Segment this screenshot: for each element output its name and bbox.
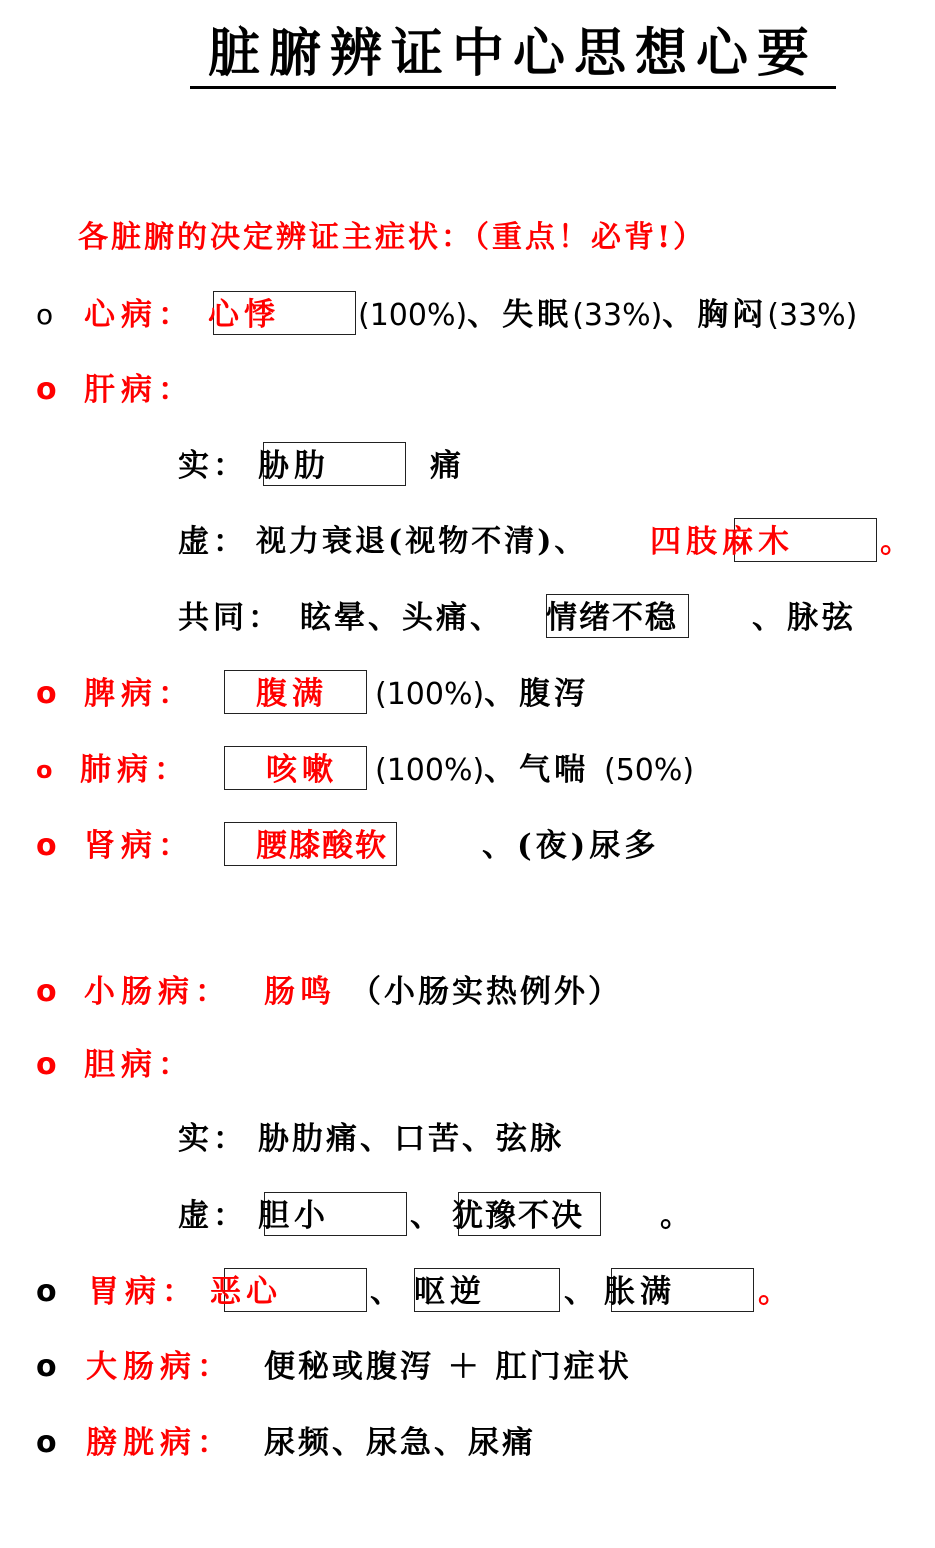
bullet-icon: o: [36, 1349, 57, 1384]
stomach-label: 胃病：: [88, 1274, 199, 1310]
liver-deficiency-text: 视力衰退(视物不清)、: [256, 524, 588, 559]
heart-percent-3: (33%): [767, 298, 858, 333]
small-intestine-row: [0, 968, 935, 1016]
heart-percent-1: (100%): [358, 298, 468, 333]
bladder-label: 膀胱病：: [86, 1425, 234, 1461]
heart-key-symptom: 心悸: [208, 297, 280, 333]
gallbladder-label: 胆病：: [84, 1047, 195, 1083]
stomach-symptom-1: 恶心: [210, 1274, 282, 1310]
gallbladder-row: [0, 1041, 935, 1089]
spleen-label: 脾病：: [84, 676, 195, 712]
liver-common-rest: 、脉弦: [752, 600, 857, 636]
small-intestine-key-symptom: 肠鸣: [264, 974, 336, 1010]
lung-symptoms: [375, 746, 694, 795]
lung-key-symptom: 咳嗽: [266, 752, 338, 788]
gallbladder-separator: 、: [410, 1198, 445, 1234]
liver-label: 肝病：: [84, 372, 195, 408]
spleen-symptom-2: 、腹泻: [484, 676, 590, 712]
liver-row: [0, 366, 935, 414]
liver-excess-label: 实：: [178, 448, 248, 484]
heart-symptom-3: 、胸闷: [662, 297, 768, 333]
kidney-label: 肾病：: [84, 828, 195, 864]
gallbladder-symptom-2: 犹豫不决: [452, 1198, 584, 1234]
liver-deficiency-symptom: 四肢麻木: [650, 524, 794, 560]
bullet-icon: o: [36, 974, 57, 1009]
gallbladder-excess-label: 实：: [178, 1121, 248, 1157]
spleen-row: [0, 670, 935, 718]
kidney-symptoms: 、(夜)尿多: [482, 828, 660, 864]
kidney-row: [0, 822, 935, 870]
stomach-row: [0, 1268, 935, 1316]
lung-label: 肺病：: [80, 752, 191, 788]
small-intestine-label: 小肠病：: [84, 974, 232, 1010]
lung-percent-2: (50%): [603, 753, 695, 788]
liver-deficiency-end: 。: [880, 524, 916, 560]
lung-row: [0, 746, 935, 794]
gallbladder-end: 。: [660, 1198, 695, 1234]
heart-row: [0, 291, 935, 339]
small-intestine-note: （小肠实热例外）: [350, 974, 622, 1010]
liver-excess-row: [0, 442, 935, 490]
stomach-symptom-2: 呕逆: [414, 1274, 486, 1310]
kidney-key-symptom: 腰膝酸软: [256, 828, 388, 864]
lung-symptom-2: 、气喘: [484, 752, 604, 788]
bullet-icon: o: [36, 676, 57, 711]
large-intestine-text: 便秘或腹泻 ＋ 肛门症状: [264, 1349, 632, 1385]
large-intestine-label: 大肠病：: [86, 1349, 234, 1385]
bullet-icon: o: [36, 298, 54, 331]
bullet-icon: o: [36, 756, 53, 784]
liver-common-row: [0, 594, 935, 642]
bullet-icon: o: [36, 1425, 57, 1460]
gallbladder-deficiency-label: 虚：: [178, 1198, 248, 1234]
bullet-icon: o: [36, 828, 57, 863]
liver-deficiency-row: [0, 518, 935, 566]
stomach-separator-1: 、: [370, 1274, 405, 1310]
bullet-icon: o: [36, 372, 57, 407]
bladder-text: 尿频、尿急、尿痛: [264, 1425, 536, 1461]
liver-excess-rest: 痛: [430, 448, 466, 484]
stomach-separator-2: 、: [564, 1274, 599, 1310]
heart-symptoms: [358, 291, 857, 340]
spleen-percent: (100%): [375, 677, 485, 712]
section-subtitle: 各脏腑的决定辨证主症状：（重点！必背!）: [78, 220, 707, 255]
bullet-icon: o: [36, 1274, 57, 1309]
gallbladder-excess-text: 胁肋痛、口苦、弦脉: [258, 1121, 564, 1157]
gallbladder-excess-row: [0, 1115, 935, 1163]
heart-symptom-2: 、失眠: [467, 297, 573, 333]
gallbladder-symptom-1: 胆小: [258, 1198, 330, 1234]
heart-percent-2: (33%): [572, 298, 663, 333]
liver-deficiency-label: 虚：: [178, 524, 248, 560]
liver-common-text: 眩晕、头痛、: [300, 600, 504, 636]
page-title: 脏腑辨证中心思想心要: [190, 22, 836, 89]
gallbladder-deficiency-row: [0, 1192, 935, 1240]
bullet-icon: o: [36, 1047, 57, 1082]
liver-common-symptom: 情绪不稳: [546, 600, 678, 636]
lung-percent-1: (100%): [375, 753, 485, 788]
liver-excess-symptom: 胁肋: [258, 448, 330, 484]
liver-common-label: 共同：: [178, 600, 283, 636]
bladder-row: [0, 1419, 935, 1467]
stomach-end: 。: [758, 1274, 794, 1310]
stomach-symptom-3: 胀满: [604, 1274, 676, 1310]
spleen-key-symptom: 腹满: [256, 676, 328, 712]
spleen-symptoms: [375, 670, 589, 719]
heart-label: 心病：: [84, 297, 195, 333]
large-intestine-row: [0, 1343, 935, 1391]
